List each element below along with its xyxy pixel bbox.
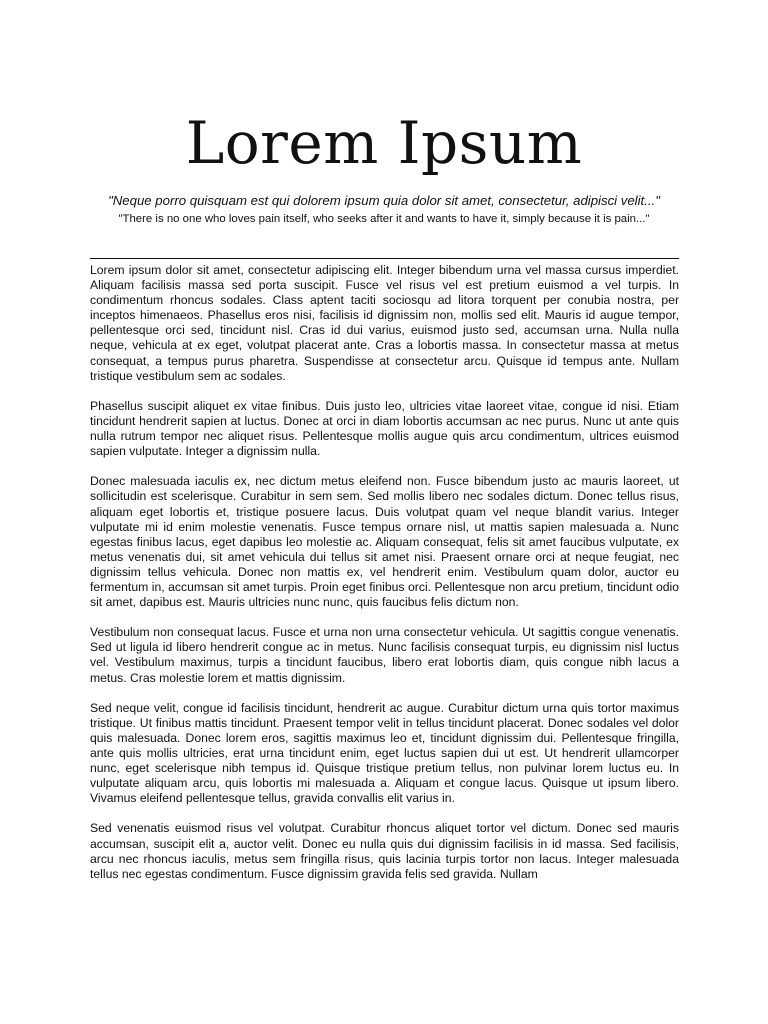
document-body — [90, 263, 679, 882]
body-paragraph: Lorem ipsum dolor sit amet, consectetur adipiscing elit. Integer bibendum urna vel massa cursus imperdiet. Aliquam facilisis massa sed porta suscipit. Fusce vel risus vel est pretium euismod a vel turpis. In condimentum rhoncus sodales. Class aptent taciti sociosqu ad litora torquent per conubia nostra, per inceptos himenaeos. Phasellus eros nisi, facilisis id dignissim non, mollis sed elit. Mauris id augue tempor, pellentesque orci sed, tincidunt nisl. Cras id dui varius, euismod justo sed, accumsan urna. Nulla nulla neque, vehicula at ex eget, volutpat placerat ante. Cras a lobortis massa. In consectetur massa at metus consequat, a tempus purus pharetra. Suspendisse at consectetur arcu. Quisque id tempus ante. Nullam tristique vestibulum sem ac sodales. — [90, 263, 679, 383]
body-paragraph: Vestibulum non consequat lacus. Fusce et urna non urna consectetur vehicula. Ut sagittis congue venenatis. Sed ut ligula id libero hendrerit congue ac in metus. Nunc facilisis consequat turpis, eu dignissim nisl luctus vel. Vestibulum maximus, turpis a tincidunt faucibus, libero erat lobortis diam, quis congue nibh lacus a metus. Cras molestie lorem et mattis dignissim. — [90, 625, 679, 685]
body-paragraph: Sed neque velit, congue id facilisis tincidunt, hendrerit ac augue. Curabitur dictum urna quis tortor maximus tristique. Ut finibus mattis tincidunt. Praesent tempor velit in tellus tincidunt placerat. Donec sodales vel dolor quis malesuada. Donec lorem eros, sagittis maximus leo et, tincidunt dignissim dui. Pellentesque fringilla, ante quis mollis ultricies, erat urna tincidunt enim, eget luctus sapien dui ut est. Ut hendrerit ullamcorper nunc, eget scelerisque nibh tempus id. Quisque tristique pretium tellus, non pulvinar lorem luctus eu. In vulputate aliquam arcu, quis lobortis mi malesuada a. Aliquam et congue lacus. Quisque ut ipsum libero. Vivamus eleifend pellentesque tellus, gravida convallis elit varius in. — [90, 700, 679, 806]
document-title: Lorem Ipsum — [185, 109, 583, 177]
horizontal-divider — [90, 258, 679, 259]
latin-quote: "Neque porro quisquam est qui dolorem ipsum quia dolor sit amet, consectetur, adipisci velit..." — [108, 193, 660, 208]
quote-translation: "There is no one who loves pain itself, who seeks after it and wants to have it, simply because it is pain..." — [118, 213, 650, 225]
body-paragraph: Sed venenatis euismod risus vel volutpat. Curabitur rhoncus aliquet tortor vel dictum. Donec sed mauris accumsan, suscipit elit a, auctor velit. Donec eu nulla quis dui dignissim facilisis in id massa. Sed facilisis, arcu nec rhoncus iaculis, metus sem fringilla risus, quis lacinia turpis tortor non lacus. Integer malesuada tellus nec egestas condimentum. Fusce dignissim gravida felis sed gravida. Nullam — [90, 821, 679, 881]
body-paragraph: Donec malesuada iaculis ex, nec dictum metus eleifend non. Fusce bibendum justo ac mauris laoreet, ut sollicitudin est scelerisque. Curabitur in sem sem. Sed mollis libero nec sodales dictum. Donec tellus risus, aliquam eget lobortis et, tristique posuere lacus. Duis volutpat quam vel neque blandit varius. Integer vulputate mi id enim molestie venenatis. Fusce tempus ornare nisl, ut mattis sapien malesuada a. Nunc egestas finibus lacus, eget dapibus leo molestie ac. Aliquam consequat, felis sit amet faucibus vulputate, ex metus venenatis dui, sit amet vehicula dui tellus sit amet nisi. Praesent ornare orci at neque feugiat, nec dignissim tellus vehicula. Donec non mattis ex, vel hendrerit enim. Vestibulum quam dolor, auctor eu fermentum in, accumsan sit amet turpis. Proin eget finibus orci. Pellentesque non arcu pretium, tincidunt odio sit amet, dapibus est. Mauris ultricies nunc nunc, quis faucibus felis dictum non. — [90, 474, 679, 610]
body-paragraph: Phasellus suscipit aliquet ex vitae finibus. Duis justo leo, ultricies vitae laoreet vitae, congue id nisi. Etiam tincidunt hendrerit sapien at luctus. Donec at orci in diam lobortis accumsan ac nec purus. Nunc ut ante quis nulla rutrum tempor nec aliquet risus. Pellentesque mollis augue quis arcu condimentum, ultrices euismod sapien vulputate. Integer a dignissim nulla. — [90, 398, 679, 459]
